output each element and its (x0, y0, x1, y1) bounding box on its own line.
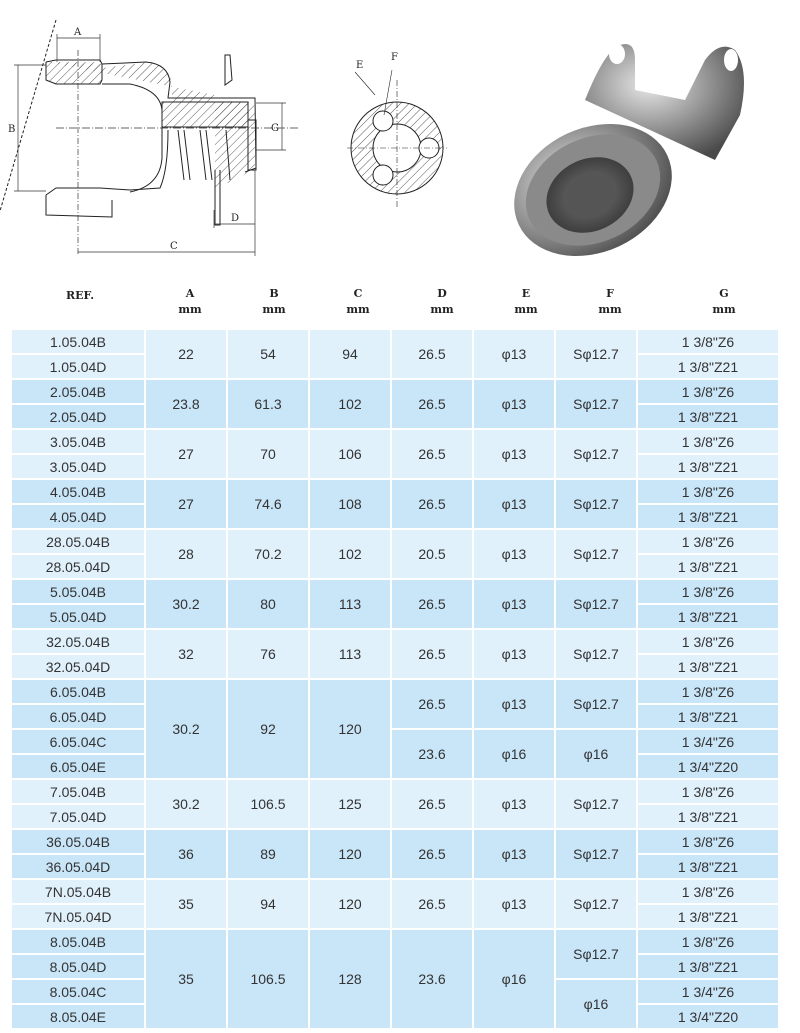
ref-cell: 8.05.04C (12, 980, 144, 1003)
e-cell: φ13 (474, 380, 554, 428)
ref-cell: 2.05.04B (12, 380, 144, 403)
g-cell: 1 3/8"Z21 (638, 605, 778, 628)
d-cell: 26.5 (392, 780, 472, 828)
b-cell: 92 (228, 680, 308, 778)
d-cell: 26.5 (392, 430, 472, 478)
e-cell: φ13 (474, 630, 554, 678)
technical-drawing (0, 20, 460, 270)
c-cell: 120 (310, 680, 390, 778)
a-cell: 32 (146, 630, 226, 678)
ref-cell: 6.05.04E (12, 755, 144, 778)
header-col-unit: mm (178, 303, 202, 316)
b-cell: 70 (228, 430, 308, 478)
ref-cell: 1.05.04B (12, 330, 144, 353)
header-col-name: E (521, 287, 531, 300)
c-cell: 102 (310, 380, 390, 428)
dimension-label-b: B (8, 124, 16, 135)
f-cell: Sφ12.7 (556, 480, 636, 528)
d-cell: 26.5 (392, 630, 472, 678)
f-cell: Sφ12.7 (556, 780, 636, 828)
b-cell: 54 (228, 330, 308, 378)
ref-cell: 7.05.04D (12, 805, 144, 828)
c-cell: 120 (310, 830, 390, 878)
header-col-c (316, 286, 400, 318)
g-cell: 1 3/8"Z21 (638, 955, 778, 978)
dimension-label-d: D (231, 213, 240, 224)
g-cell: 1 3/8"Z21 (638, 555, 778, 578)
c-cell: 108 (310, 480, 390, 528)
f-cell: φ16 (556, 730, 636, 778)
d-cell: 26.5 (392, 480, 472, 528)
table-header (12, 286, 796, 318)
table-row (12, 330, 778, 353)
g-cell: 1 3/8"Z6 (638, 930, 778, 953)
ref-cell: 8.05.04E (12, 1005, 144, 1028)
table-row (12, 430, 778, 453)
f-cell: Sφ12.7 (556, 630, 636, 678)
ref-cell: 3.05.04D (12, 455, 144, 478)
header-ref: REF. (65, 289, 95, 302)
g-cell: 1 3/8"Z6 (638, 630, 778, 653)
dimension-label-c: C (170, 241, 178, 252)
g-cell: 1 3/8"Z21 (638, 455, 778, 478)
c-cell: 94 (310, 330, 390, 378)
e-cell: φ13 (474, 530, 554, 578)
f-cell: Sφ12.7 (556, 380, 636, 428)
f-cell: Sφ12.7 (556, 580, 636, 628)
d-cell: 20.5 (392, 530, 472, 578)
ref-cell: 4.05.04D (12, 505, 144, 528)
ref-cell: 7.05.04B (12, 780, 144, 803)
ref-cell: 28.05.04D (12, 555, 144, 578)
b-cell: 94 (228, 880, 308, 928)
product-photo (495, 20, 795, 270)
ref-cell: 8.05.04B (12, 930, 144, 953)
table-row (12, 930, 778, 953)
ref-cell: 1.05.04D (12, 355, 144, 378)
b-cell: 80 (228, 580, 308, 628)
b-cell: 106.5 (228, 930, 308, 1028)
header-col-d (400, 286, 484, 318)
g-cell: 1 3/8"Z6 (638, 380, 778, 403)
g-cell: 1 3/8"Z6 (638, 530, 778, 553)
table-row (12, 880, 778, 903)
header-col-a (148, 286, 232, 318)
d-cell: 23.6 (392, 930, 472, 1028)
d-cell: 26.5 (392, 580, 472, 628)
a-cell: 36 (146, 830, 226, 878)
a-cell: 27 (146, 430, 226, 478)
e-cell: φ13 (474, 430, 554, 478)
f-cell: Sφ12.7 (556, 880, 636, 928)
table-row (12, 680, 778, 703)
header-col-f (568, 286, 652, 318)
header-col-name: C (353, 287, 363, 300)
header-col-e (484, 286, 568, 318)
table-row (12, 630, 778, 653)
ref-cell: 5.05.04D (12, 605, 144, 628)
d-cell: 26.5 (392, 330, 472, 378)
ref-cell: 36.05.04D (12, 855, 144, 878)
g-cell: 1 3/8"Z6 (638, 330, 778, 353)
ref-cell: 2.05.04D (12, 405, 144, 428)
ref-cell: 3.05.04B (12, 430, 144, 453)
c-cell: 128 (310, 930, 390, 1028)
header-col-b (232, 286, 316, 318)
g-cell: 1 3/8"Z6 (638, 430, 778, 453)
side-view (0, 20, 256, 225)
g-cell: 1 3/4"Z20 (638, 755, 778, 778)
d-cell: 26.5 (392, 880, 472, 928)
g-cell: 1 3/8"Z6 (638, 580, 778, 603)
a-cell: 30.2 (146, 780, 226, 828)
g-cell: 1 3/8"Z21 (638, 905, 778, 928)
g-cell: 1 3/4"Z20 (638, 1005, 778, 1028)
table-row (12, 530, 778, 553)
a-cell: 27 (146, 480, 226, 528)
g-cell: 1 3/8"Z21 (638, 405, 778, 428)
ref-cell: 6.05.04C (12, 730, 144, 753)
c-cell: 113 (310, 580, 390, 628)
c-cell: 125 (310, 780, 390, 828)
ref-cell: 8.05.04D (12, 955, 144, 978)
header-col-name: A (185, 287, 195, 300)
table-row (12, 380, 778, 403)
header-col-unit: mm (514, 303, 538, 316)
header-col-unit: mm (712, 303, 736, 316)
dimension-label-e: E (356, 60, 364, 71)
header-col-name: F (606, 287, 614, 300)
header-col-unit: mm (262, 303, 286, 316)
a-cell: 28 (146, 530, 226, 578)
header-col-name: G (719, 287, 729, 300)
ref-cell: 32.05.04D (12, 655, 144, 678)
header-col-name: B (269, 287, 279, 300)
section-view (347, 70, 447, 208)
g-cell: 1 3/8"Z21 (638, 705, 778, 728)
header-col-g (652, 286, 796, 318)
e-cell: φ16 (474, 730, 554, 778)
specifications-table (10, 328, 780, 1030)
b-cell: 89 (228, 830, 308, 878)
dimension-label-f: F (391, 52, 398, 63)
b-cell: 74.6 (228, 480, 308, 528)
a-cell: 30.2 (146, 580, 226, 628)
header-col-name: D (437, 287, 447, 300)
e-cell: φ13 (474, 830, 554, 878)
f-cell: Sφ12.7 (556, 680, 636, 728)
dimension-label-a: A (74, 27, 82, 38)
table-row (12, 780, 778, 803)
e-cell: φ16 (474, 930, 554, 1028)
b-cell: 106.5 (228, 780, 308, 828)
c-cell: 102 (310, 530, 390, 578)
g-cell: 1 3/8"Z21 (638, 355, 778, 378)
c-cell: 113 (310, 630, 390, 678)
ref-cell: 7N.05.04D (12, 905, 144, 928)
g-cell: 1 3/8"Z6 (638, 780, 778, 803)
g-cell: 1 3/4"Z6 (638, 730, 778, 753)
e-cell: φ13 (474, 580, 554, 628)
ref-cell: 5.05.04B (12, 580, 144, 603)
a-cell: 35 (146, 930, 226, 1028)
g-cell: 1 3/8"Z21 (638, 505, 778, 528)
b-cell: 61.3 (228, 380, 308, 428)
g-cell: 1 3/8"Z21 (638, 805, 778, 828)
a-cell: 30.2 (146, 680, 226, 778)
ref-cell: 32.05.04B (12, 630, 144, 653)
e-cell: φ13 (474, 680, 554, 728)
g-cell: 1 3/8"Z6 (638, 830, 778, 853)
header-col-unit: mm (346, 303, 370, 316)
c-cell: 120 (310, 880, 390, 928)
table-row (12, 580, 778, 603)
g-cell: 1 3/8"Z6 (638, 880, 778, 903)
dimension-label-g: G (271, 123, 279, 134)
e-cell: φ13 (474, 480, 554, 528)
g-cell: 1 3/8"Z6 (638, 480, 778, 503)
a-cell: 23.8 (146, 380, 226, 428)
ref-cell: 7N.05.04B (12, 880, 144, 903)
f-cell: φ16 (556, 980, 636, 1028)
e-cell: φ13 (474, 330, 554, 378)
c-cell: 106 (310, 430, 390, 478)
ref-cell: 28.05.04B (12, 530, 144, 553)
f-cell: Sφ12.7 (556, 830, 636, 878)
g-cell: 1 3/8"Z21 (638, 655, 778, 678)
header-col-unit: mm (430, 303, 454, 316)
d-cell: 26.5 (392, 680, 472, 728)
d-cell: 26.5 (392, 380, 472, 428)
table-row (12, 480, 778, 503)
ref-cell: 6.05.04B (12, 680, 144, 703)
d-cell: 23.6 (392, 730, 472, 778)
g-cell: 1 3/8"Z21 (638, 855, 778, 878)
header-col-unit: mm (598, 303, 622, 316)
a-cell: 22 (146, 330, 226, 378)
d-cell: 26.5 (392, 830, 472, 878)
g-cell: 1 3/8"Z6 (638, 680, 778, 703)
a-cell: 35 (146, 880, 226, 928)
g-cell: 1 3/4"Z6 (638, 980, 778, 1003)
f-cell: Sφ12.7 (556, 330, 636, 378)
ref-cell: 4.05.04B (12, 480, 144, 503)
table-row (12, 730, 778, 753)
ref-cell: 36.05.04B (12, 830, 144, 853)
ref-cell: 6.05.04D (12, 705, 144, 728)
b-cell: 76 (228, 630, 308, 678)
f-cell: Sφ12.7 (556, 930, 636, 978)
e-cell: φ13 (474, 780, 554, 828)
f-cell: Sφ12.7 (556, 430, 636, 478)
e-cell: φ13 (474, 880, 554, 928)
f-cell: Sφ12.7 (556, 530, 636, 578)
b-cell: 70.2 (228, 530, 308, 578)
table-row (12, 830, 778, 853)
